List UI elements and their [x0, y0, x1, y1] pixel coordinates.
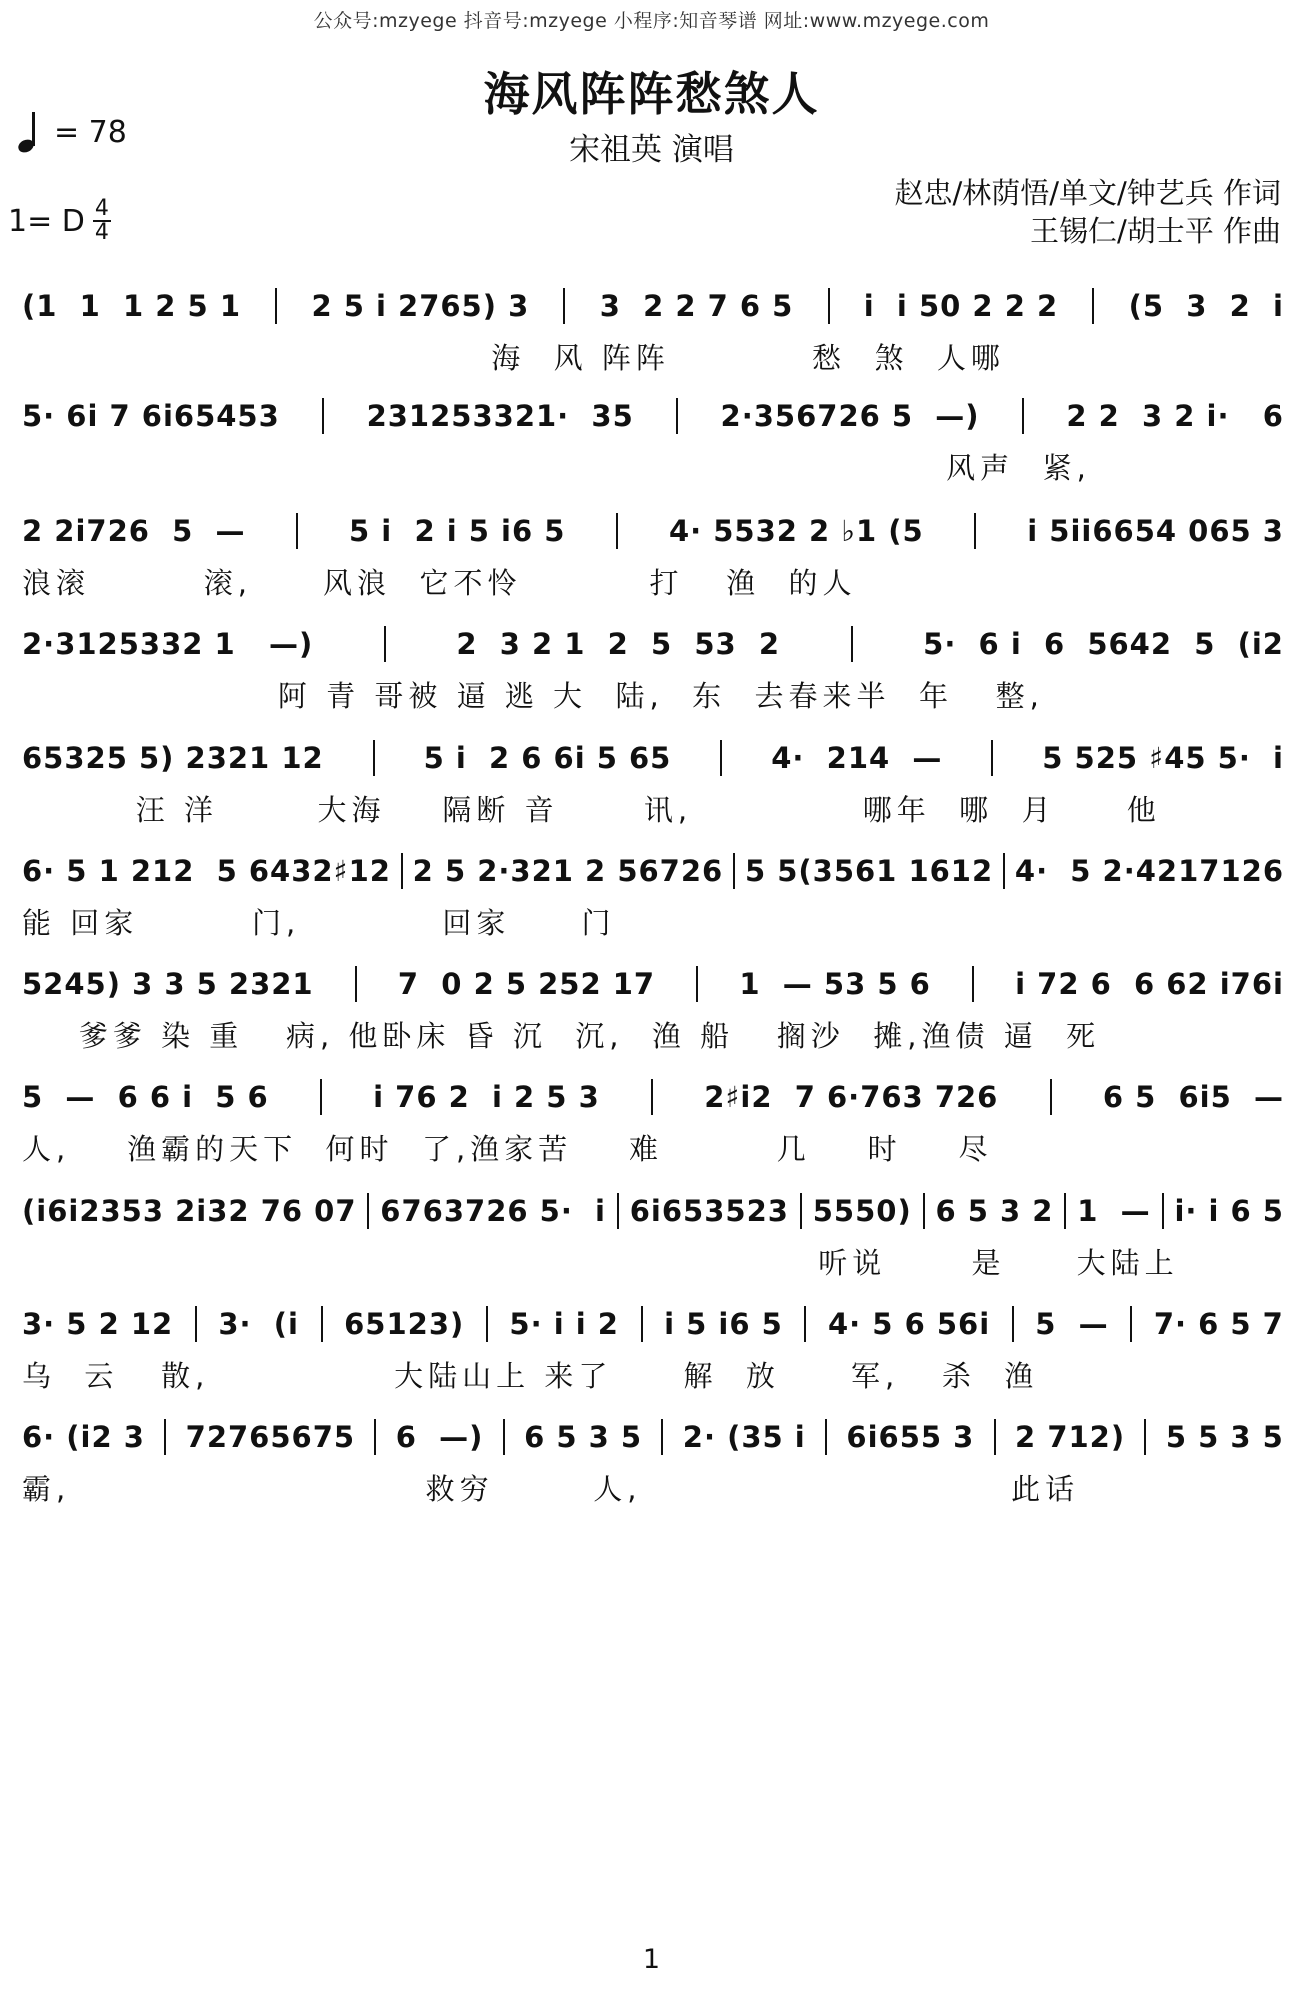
- lyrics-line: 爹爹 染 重 病, 他卧床 昏 沉 沉, 渔 船 搁沙 摊,渔债 逼 死: [22, 1019, 1101, 1053]
- notation-line: [22, 960, 1284, 1008]
- score-system: [22, 1300, 1284, 1410]
- lyrics-line: 霸, 救穷 人, 此话: [22, 1472, 1080, 1506]
- measure: 5 i 2 6 6i 5 65: [423, 741, 672, 775]
- measure: 6 —): [395, 1420, 484, 1454]
- measure: 5 5(3561 1612: [744, 854, 994, 888]
- lyrics-line: 浪滚 滚, 风浪 它不怜 打 渔 的人: [22, 566, 857, 600]
- notation-line: [22, 1300, 1284, 1348]
- measure: (5 3 2 i: [1128, 289, 1284, 323]
- barline: [296, 513, 298, 549]
- measure: 2·356726 5 —): [720, 399, 980, 433]
- measure: 3· 5 2 12: [22, 1307, 174, 1341]
- measure: 6763726 5· i: [380, 1194, 606, 1228]
- barline: [1003, 853, 1005, 889]
- measure: (1 1 1 2 5 1: [22, 289, 241, 323]
- measure: 4· 5 2·4217126: [1014, 854, 1284, 888]
- barline: [828, 288, 830, 324]
- barline: [195, 1306, 197, 1342]
- measure: 5 i 2 i 5 i6 5: [349, 514, 566, 548]
- barline: [800, 1193, 802, 1229]
- measure: 1 — 53 5 6: [739, 967, 931, 1001]
- score-system: [22, 392, 1284, 502]
- measure: 2·3125332 1 —): [22, 627, 314, 661]
- measure: 65123): [344, 1307, 465, 1341]
- lyricist-credit: 赵忠/林荫悟/单文/钟艺兵 作词: [894, 176, 1281, 210]
- key-signature: [8, 198, 111, 244]
- barline: [1144, 1419, 1146, 1455]
- time-signature: [93, 198, 111, 244]
- notation-line: [22, 620, 1284, 668]
- barline: [401, 853, 403, 889]
- performer-line: 宋祖英 演唱: [569, 132, 734, 168]
- barline: [367, 1193, 369, 1229]
- measure: 5 5 3 5: [1165, 1420, 1284, 1454]
- measure: 5 525 ♯45 5· i: [1042, 741, 1284, 775]
- barline: [617, 1193, 619, 1229]
- lyrics-line: 乌 云 散, 大陆山上 来了 解 放 军, 杀 渔: [22, 1359, 1039, 1393]
- barline: [616, 513, 618, 549]
- measure: 6 5 3 2: [935, 1194, 1054, 1228]
- barline: [1064, 1193, 1066, 1229]
- measure: i i 50 2 2 2: [863, 289, 1059, 323]
- lyrics-line: 人, 渔霸的天下 何时 了,渔家苦 难 几 时 尽: [22, 1132, 993, 1166]
- measure: 4· 5532 2 ♭1 (5: [668, 514, 924, 548]
- measure: 231253321· 35: [366, 399, 634, 433]
- notation-line: [22, 847, 1284, 895]
- measure: i 5ii6654 065 3: [1027, 514, 1284, 548]
- measure: 2 5 i 2765) 3: [311, 289, 530, 323]
- measure: 5245) 3 3 5 2321: [22, 967, 314, 1001]
- barline: [804, 1306, 806, 1342]
- measure: 7· 6 5 7: [1153, 1307, 1284, 1341]
- score-system: [22, 1413, 1284, 1523]
- measure: 1 —: [1077, 1194, 1151, 1228]
- barline: [1012, 1306, 1014, 1342]
- key-label: 1= D: [8, 203, 85, 239]
- score-system: [22, 847, 1284, 957]
- barline: [321, 1306, 323, 1342]
- score-system: [22, 734, 1284, 844]
- time-denominator: 4: [94, 220, 109, 245]
- notation-line: [22, 392, 1284, 440]
- measure: 4· 214 —: [771, 741, 943, 775]
- barline: [563, 288, 565, 324]
- barline: [1092, 288, 1094, 324]
- barline: [503, 1419, 505, 1455]
- page-number: 1: [642, 1944, 661, 1975]
- measure: 7 0 2 5 252 17: [397, 967, 656, 1001]
- barline: [825, 1419, 827, 1455]
- barline: [696, 966, 698, 1002]
- lyrics-line: 阿 青 哥被 逼 逃 大 陆, 东 去春来半 年 整,: [22, 679, 1044, 713]
- measure: 3· (i: [218, 1307, 299, 1341]
- measure: 5· 6i 7 6i65453: [22, 399, 280, 433]
- lyrics-line: 海 风 阵阵 愁 煞 人哪: [22, 341, 1005, 375]
- score-system: [22, 1073, 1284, 1183]
- measure: 6· 5 1 212 5 6432♯12: [22, 854, 391, 888]
- barline: [733, 853, 735, 889]
- measure: 2♯i2 7 6·763 726: [704, 1080, 999, 1114]
- measure: 5550): [812, 1194, 912, 1228]
- measure: 6i653523: [629, 1194, 789, 1228]
- measure: i 76 2 i 2 5 3: [373, 1080, 600, 1114]
- barline: [1162, 1193, 1164, 1229]
- barline: [676, 398, 678, 434]
- notation-line: [22, 1413, 1284, 1461]
- notation-line: [22, 734, 1284, 782]
- barline: [322, 398, 324, 434]
- barline: [320, 1079, 322, 1115]
- notation-line: [22, 1073, 1284, 1121]
- score-system: [22, 282, 1284, 392]
- measure: 2 2i726 5 —: [22, 514, 246, 548]
- measure: 2 5 2·321 2 56726: [412, 854, 724, 888]
- measure: 5 —: [1035, 1307, 1109, 1341]
- score-system: [22, 1187, 1284, 1297]
- barline: [1022, 398, 1024, 434]
- barline: [991, 740, 993, 776]
- barline: [275, 288, 277, 324]
- barline: [641, 1306, 643, 1342]
- barline: [994, 1419, 996, 1455]
- measure: 6 5 3 5: [524, 1420, 643, 1454]
- score-system: [22, 507, 1284, 617]
- lyrics-line: 听说 是 大陆上: [22, 1246, 1179, 1280]
- measure: 72765675: [185, 1420, 356, 1454]
- lyrics-line: 能 回家 门, 回家 门: [22, 906, 616, 940]
- measure: 6i655 3: [846, 1420, 975, 1454]
- measure: 2 3 2 1 2 5 53 2: [456, 627, 781, 661]
- song-title: 海风阵阵愁煞人: [483, 67, 820, 121]
- tempo-value: = 78: [54, 114, 127, 150]
- composer-credit: 王锡仁/胡士平 作曲: [1030, 214, 1281, 248]
- barline: [720, 740, 722, 776]
- measure: 3 2 2 7 6 5: [599, 289, 794, 323]
- barline: [355, 966, 357, 1002]
- barline: [974, 513, 976, 549]
- measure: i 5 i6 5: [664, 1307, 783, 1341]
- measure: 2 712): [1015, 1420, 1126, 1454]
- barline: [972, 966, 974, 1002]
- lyrics-line: 风声 紧,: [22, 451, 1091, 485]
- measure: 5· 6 i 6 5642 5 (i2: [923, 627, 1284, 661]
- measure: 65325 5) 2321 12: [22, 741, 324, 775]
- measure: 2 2 3 2 i· 6: [1066, 399, 1284, 433]
- measure: 5 — 6 6 i 5 6: [22, 1080, 269, 1114]
- credits: [894, 174, 1281, 250]
- measure: 2· (35 i: [682, 1420, 806, 1454]
- score-system: [22, 620, 1284, 730]
- barline: [164, 1419, 166, 1455]
- lyrics-line: 汪 洋 大海 隔断 音 讯, 哪年 哪 月 他: [22, 793, 1161, 827]
- barline: [851, 626, 853, 662]
- barline: [651, 1079, 653, 1115]
- barline: [661, 1419, 663, 1455]
- measure: 6· (i2 3: [22, 1420, 145, 1454]
- measure: 6 5 6i5 —: [1102, 1080, 1284, 1114]
- measure: i 72 6 6 62 i76i: [1015, 967, 1284, 1001]
- site-info-bar: 公众号:mzyege 抖音号:mzyege 小程序:知音琴谱 网址:www.mzyege.com: [313, 10, 990, 32]
- notation-line: [22, 282, 1284, 330]
- barline: [373, 740, 375, 776]
- time-numerator: 4: [94, 196, 109, 221]
- barline: [1050, 1079, 1052, 1115]
- score-system: [22, 960, 1284, 1070]
- barline: [374, 1419, 376, 1455]
- measure: (i6i2353 2i32 76 07: [22, 1194, 357, 1228]
- barline: [384, 626, 386, 662]
- notation-line: [22, 507, 1284, 555]
- measure: 5· i i 2: [509, 1307, 619, 1341]
- barline: [486, 1306, 488, 1342]
- barline: [1130, 1306, 1132, 1342]
- barline: [923, 1193, 925, 1229]
- notation-line: [22, 1187, 1284, 1235]
- measure: 4· 5 6 56i: [828, 1307, 991, 1341]
- measure: i· i 6 5: [1174, 1194, 1284, 1228]
